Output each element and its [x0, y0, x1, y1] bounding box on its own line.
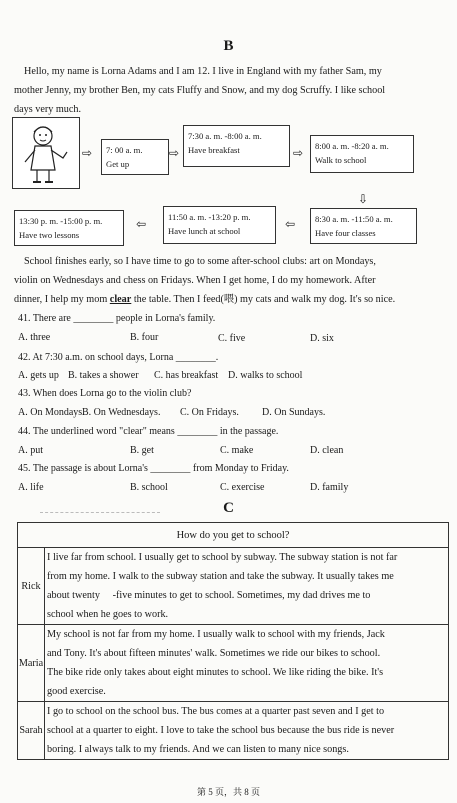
arrow-right-icon: ⇨	[169, 146, 180, 160]
option-41-c: C. five	[218, 333, 246, 344]
schedule-box-1	[101, 139, 169, 175]
option-44-a: A. put	[18, 445, 43, 456]
schedule-activity: Have breakfast	[188, 145, 240, 155]
schedule-time: 7:30 a. m. -8:00 a. m.	[188, 131, 262, 141]
option-42-a: A. gets up	[18, 370, 59, 381]
option-44-c: C. make	[220, 445, 254, 456]
option-43-d: D. On Sundays.	[262, 407, 326, 418]
para2-line-3	[14, 290, 442, 309]
intro-line-1: Hello, my name is Lorna Adams and I am 12. I live in England with my father Sam, my	[24, 66, 382, 77]
text-line: from my home. I walk to the subway station and take the subway. It usually takes me	[47, 571, 394, 582]
page-footer: 第 5 页，共 8 页	[196, 787, 260, 797]
schedule-time: 8:00 a. m. -8:20 a. m.	[315, 141, 389, 151]
option-41-a: A. three	[18, 332, 51, 343]
text-line: and Tony. It's about fifteen minutes' walk. Sometimes we ride our bikes to school.	[47, 648, 381, 659]
text-line: good exercise.	[47, 686, 106, 697]
schedule-time: 7: 00 a. m.	[106, 145, 143, 155]
row-text-maria	[45, 625, 449, 702]
intro-line-3: days very much.	[14, 104, 82, 115]
para2-line-3-end: the table. Then I feed(喂) my cats and walk my dog. It's so nice.	[131, 294, 396, 305]
option-41-b: B. four	[130, 332, 159, 343]
question-41: 41. There are ________ people in Lorna's family.	[18, 313, 216, 324]
table-header: How do you get to school?	[18, 523, 449, 548]
row-text-rick	[45, 548, 449, 625]
schedule-box-3	[310, 135, 414, 173]
para2-line-3-start: dinner, I help my mom	[14, 294, 110, 305]
option-42-c: C. has breakfast	[154, 370, 219, 381]
schedule-time: 13:30 p. m. -15:00 p. m.	[19, 216, 103, 226]
row-name-maria: Maria	[18, 625, 45, 702]
para2-line-1: School finishes early, so I have time to go to some after-school clubs: art on Mondays,	[24, 256, 376, 267]
row-text-sarah	[45, 702, 449, 760]
table-row	[18, 625, 449, 702]
transport-table	[17, 522, 449, 760]
text-line: The bike ride only takes about eight minutes to school. We like riding the bike. It's	[47, 667, 384, 678]
schedule-time: 8:30 a. m. -11:50 a. m.	[315, 214, 393, 224]
text-line: I go to school on the school bus. The bus comes at a quarter past seven and I get to	[47, 706, 385, 717]
option-42-d: D. walks to school	[228, 370, 303, 381]
section-b-title: B	[223, 38, 234, 54]
arrow-left-icon: ⇦	[285, 217, 296, 231]
schedule-activity: Have lunch at school	[168, 226, 241, 236]
schedule-box-5	[163, 206, 276, 244]
underlined-word-clear: clear	[109, 294, 132, 305]
schedule-box-4	[310, 208, 417, 244]
table-row	[18, 548, 449, 625]
table-row	[18, 702, 449, 760]
option-42-b: B. takes a shower	[68, 370, 139, 381]
table-header-row	[18, 523, 449, 548]
option-45-b: B. school	[130, 482, 168, 493]
clubs-paragraph	[14, 252, 442, 309]
schedule-box-6	[14, 210, 124, 246]
option-44-d: D. clean	[310, 445, 344, 456]
text-line: I live far from school. I usually get to school by subway. The subway station is not far	[47, 552, 398, 563]
option-41-d: D. six	[310, 333, 334, 344]
intro-line-2: mother Jenny, my brother Ben, my cats Fluffy and Snow, and my dog Scruffy. I like school	[14, 85, 386, 96]
text-line: school at a quarter to eight. I love to take the school bus because the bus ride is never	[47, 725, 395, 736]
text-line: about twenty -five minutes to get to school. Sometimes, my dad drives me to	[47, 590, 371, 601]
girl-icon	[13, 118, 79, 188]
arrow-right-icon: ⇨	[293, 146, 304, 160]
arrow-right-icon: ⇨	[82, 146, 93, 160]
row-name-rick: Rick	[18, 548, 45, 625]
lorna-illustration	[12, 117, 80, 189]
option-44-b: B. get	[130, 445, 154, 456]
section-c-title: C	[223, 500, 234, 516]
option-45-c: C. exercise	[220, 482, 265, 493]
text-line: boring. I always talk to my friends. And we can listen to many nice songs.	[47, 744, 349, 755]
para2-line-2: violin on Wednesdays and chess on Fridays. When I get home, I do my homework. After	[14, 275, 376, 286]
text-line: school when he goes to work.	[47, 609, 169, 620]
schedule-activity: Have two lessons	[19, 230, 80, 240]
question-42: 42. At 7:30 a.m. on school days, Lorna ________.	[18, 352, 219, 363]
schedule-box-2	[183, 125, 290, 167]
intro-paragraph	[14, 62, 442, 119]
schedule-activity: Get up	[106, 159, 130, 169]
schedule-activity: Have four classes	[315, 228, 376, 238]
option-43-a: A. On Mondays.	[18, 407, 85, 418]
schedule-activity: Walk to school	[315, 155, 367, 165]
schedule-time: 11:50 a. m. -13:20 p. m.	[168, 212, 251, 222]
question-43: 43. When does Lorna go to the violin club?	[18, 388, 192, 399]
option-45-a: A. life	[18, 482, 44, 493]
option-43-c: C. On Fridays.	[180, 407, 239, 418]
row-name-sarah: Sarah	[18, 702, 45, 760]
arrow-left-icon: ⇦	[136, 217, 147, 231]
question-45: 45. The passage is about Lorna's ________ from Monday to Friday.	[18, 463, 289, 474]
text-line: My school is not far from my home. I usually walk to school with my friends, Jack	[47, 629, 385, 640]
arrow-down-icon: ⇩	[358, 192, 369, 206]
option-43-b: B. On Wednesdays.	[82, 407, 161, 418]
option-45-d: D. family	[310, 482, 349, 493]
question-44: 44. The underlined word "clear" means ________ in the passage.	[18, 426, 279, 437]
